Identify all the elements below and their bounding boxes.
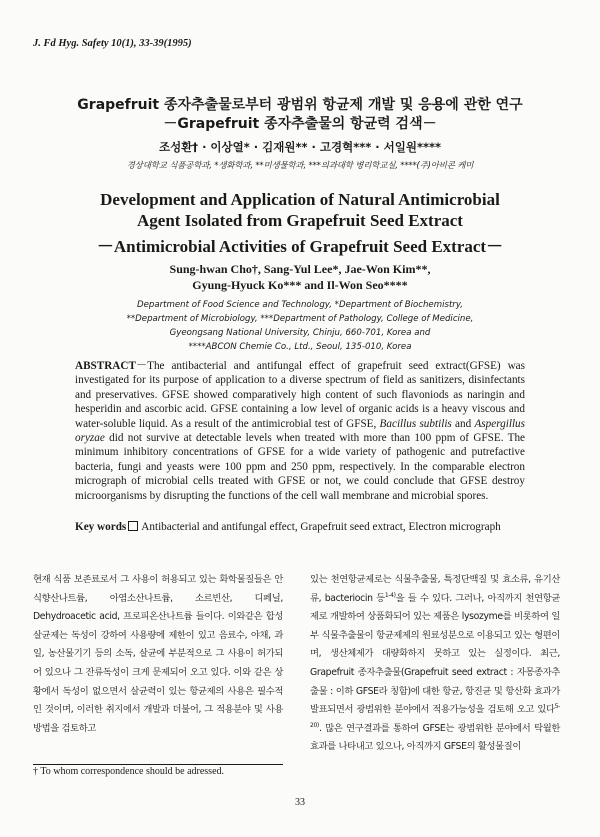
journal-citation: J. Fd Hyg. Safety 10(1), 33-39(1995) [33, 38, 192, 49]
body-right-text-b: 을 들 수 있다. 그러나, 아직까지 천연항균제로 개발하여 상품화되어 있는 제품은 lysozyme를 비롯하여 일부 식물추출물이 항균제제의 원료성분으로 이용되고 있는 형편이며, 생산체제가 대량화하지 못하고 있는 실정이다. 최근, Grapefruit 종자추출물(Grapefruit seed extract : 자몽종자추출물 : 이하 GFSE라 칭함)에 대한 항균, 항진균 및 항산화 효과가 발표되면서 광범위한 분야에서 적용가능성을 검토해 오고 있다 [310, 592, 561, 716]
keywords-box-icon [128, 521, 138, 531]
body-right-text-c: . 많은 연구결과를 통하여 GFSE는 광범위한 분야에서 탁월한 효과를 나타내고 있으나, 아직까지 GFSE의 활성물질이 [310, 722, 560, 753]
keywords [75, 520, 525, 534]
abstract [75, 359, 525, 503]
keywords-label: Key words [75, 521, 127, 533]
keywords-text: Antibacterial and antifungal effect, Grapefruit seed extract, Electron micrograph [141, 521, 501, 533]
body-right-column [310, 571, 560, 757]
abstract-text-1: －The antibacterial and antifungal effect of grapefruit seed extract(GFSE) was investigated for its purpose of application to a diverse spectrum of field as sanitizers, disinfectants and preservatives. GFSE showed comparatively high content of such flavoniods as naringin and hesperidin and ascorbic acid. GFSE containing a low level of organic acids is a heavy viscous and water-soluble liquid. As a result of the antimicrobial test of GFSE, [75, 360, 525, 430]
english-affiliation-line4: ****ABCON Chemie Co., Ltd., Seoul, 135-010, Korea [188, 342, 412, 352]
korean-affiliations: 경상대학교 식품공학과, *생화학과, **미생물학과, ***의과대학 병리학교실, ****(주)아비콘 케미 [126, 161, 474, 171]
abstract-species-1: Bacillus subtilis [379, 417, 452, 430]
abstract-species-2: Aspergillus oryzae [75, 417, 526, 445]
korean-title-line2: －Grapefruit 종자추출물의 항균력 검색－ [163, 116, 437, 132]
reference-superscript-2: 5-20) [310, 703, 560, 729]
english-affiliation-line3: Gyeongsang National University, Chinju, 660-701, Korea and [169, 328, 431, 338]
korean-title-line1: Grapefruit 종자추출물로부터 광범위 항균제 개발 및 응용에 관한 연구 [77, 97, 523, 113]
footnote-divider [33, 764, 283, 765]
english-affiliation-line1: Department of Food Science and Technology, *Department of Biochemistry, [136, 300, 463, 310]
body-right-text-a: 있는 천연항균제로는 식물추출물, 특정단백질 및 효소류, 유기산류, bacteriocin 등 [310, 574, 560, 604]
abstract-label: ABSTRACT [75, 360, 136, 372]
english-title-line1: Development and Application of Natural Antimicrobial [100, 190, 500, 209]
reference-superscript-1: 1-4) [384, 591, 396, 599]
english-title-line2: Agent Isolated from Grapefruit Seed Extract [137, 211, 463, 230]
body-left-column: 현재 식품 보존료로서 그 사용이 허용되고 있는 화학물질들은 안식향산나트륨, 아염소산나트륨, 소르빈산, 디페닐, Dehydroacetic acid, 프로피온산나트륨 들이다. 이와같은 합성살균제는 독성이 강하여 사용량에 제한이 있고 음료수, 야채, 과일, 농산물기기 등의 소독, 살균에 부분적으로 그 사용이 허가되어 있으나 그 잔류독성이 크게 문제되어 오고 있다. 이와 같은 상황에서 독성이 없으면서 살균력이 있는 항균제의 사용은 필수적인 것이며, 이러한 취지에서 개발과 더불어, 그 적용분야 및 사용방법을 검토하고 [33, 574, 283, 734]
english-affiliation-line2: **Department of Microbiology, ***Department of Pathology, College of Medicine, [126, 314, 474, 324]
abstract-and: and [451, 417, 475, 430]
page-number: 33 [295, 797, 305, 808]
english-authors-line1: Sung-hwan Cho†, Sang-Yul Lee*, Jae-Won Kim**, [169, 262, 431, 276]
abstract-text-2: did not survive at detectable levels when treated with more than 100 ppm of GFSE. The minimum inhibitory concentrations of GFSE for a wide variety of pathogenic and putrefactive bacteria, fungi and yeasts were 100 ppm and 250 ppm, respectively. In the comparable electron micrograph of microbial cells treated with GFSE or not, we could conclude that GFSE destroy microorganisms by disrupting the functions of the cell wall membrane and microbial spores. [75, 432, 525, 502]
english-authors-line2: Gyung-Hyuck Ko*** and Il-Won Seo**** [192, 278, 408, 292]
footnote: † To whom correspondence should be adressed. [33, 766, 225, 777]
english-title-line3: －Antimicrobial Activities of Grapefruit Seed Extract－ [96, 237, 504, 256]
korean-authors: 조성환† · 이상열* · 김재원** · 고경혁*** · 서일원**** [158, 140, 442, 154]
